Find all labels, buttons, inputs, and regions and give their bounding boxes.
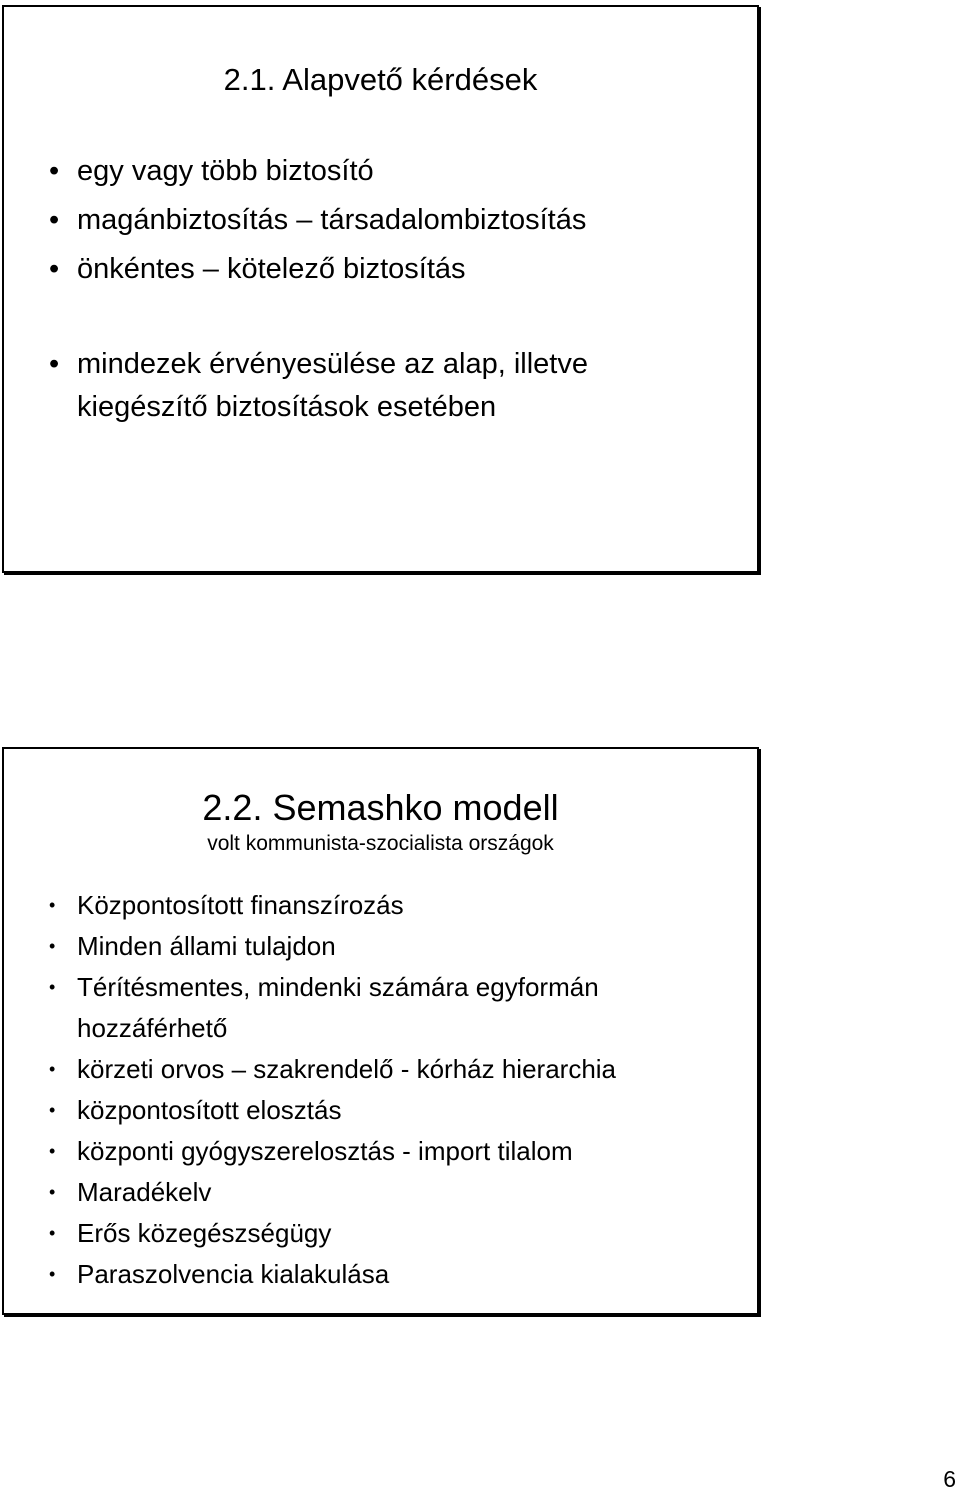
bullet-icon: • bbox=[49, 977, 56, 997]
list-item-text: Központosított finanszírozás bbox=[77, 890, 404, 920]
list-item bbox=[4, 196, 586, 245]
bullet-icon: • bbox=[49, 936, 56, 956]
list-item bbox=[4, 147, 586, 196]
list-item-text: önkéntes – kötelező biztosítás bbox=[77, 253, 466, 285]
list-item bbox=[4, 967, 616, 1008]
bullet-icon: • bbox=[49, 895, 56, 915]
bullet-icon: • bbox=[49, 1223, 56, 1243]
bullet-icon: • bbox=[49, 1100, 56, 1120]
list-item bbox=[4, 1254, 616, 1295]
list-item-text: központosított elosztás bbox=[77, 1095, 342, 1125]
bullet-icon: • bbox=[49, 1182, 56, 1202]
slide-semashko-modell bbox=[2, 747, 759, 1315]
list-item-text: Maradékelv bbox=[77, 1177, 212, 1207]
list-item-text: mindezek érvényesülése az alap, illetve bbox=[77, 348, 588, 380]
list-item-continuation bbox=[4, 386, 588, 429]
list-item-text: hozzáférhető bbox=[77, 1013, 228, 1043]
list-item bbox=[4, 1172, 616, 1213]
list-item-text: Erős közegészségügy bbox=[77, 1218, 332, 1248]
page-number: 6 bbox=[943, 1466, 956, 1492]
list-item bbox=[4, 885, 616, 926]
list-item-text: Minden állami tulajdon bbox=[77, 931, 336, 961]
bullet-list bbox=[4, 147, 586, 294]
list-item bbox=[4, 1131, 616, 1172]
list-item-text: egy vagy több biztosító bbox=[77, 155, 374, 187]
list-item-text: körzeti orvos – szakrendelő - kórház hierarchia bbox=[77, 1054, 617, 1084]
list-item-text: központi gyógyszerelosztás - import tilalom bbox=[77, 1136, 573, 1166]
list-item-text: Térítésmentes, mindenki számára egyformán bbox=[77, 972, 599, 1002]
list-item-text: Paraszolvencia kialakulása bbox=[77, 1259, 390, 1289]
bullet-list bbox=[4, 885, 616, 1295]
slide-title: 2.2. Semashko modell bbox=[202, 787, 559, 828]
bullet-icon: • bbox=[49, 204, 60, 236]
list-item bbox=[4, 1090, 616, 1131]
bullet-icon: • bbox=[49, 155, 60, 187]
slide-alapveto-kerdesek bbox=[2, 5, 759, 573]
list-item bbox=[4, 926, 616, 967]
list-item-text: magánbiztosítás – társadalombiztosítás bbox=[77, 204, 587, 236]
list-item bbox=[4, 245, 586, 294]
list-item bbox=[4, 1049, 616, 1090]
slide-subtitle: volt kommunista-szocialista országok bbox=[207, 832, 554, 855]
bullet-icon: • bbox=[49, 348, 60, 380]
list-item-continuation bbox=[4, 1008, 616, 1049]
bullet-icon: • bbox=[49, 1059, 56, 1079]
bullet-icon: • bbox=[49, 1264, 56, 1284]
bullet-list bbox=[4, 343, 588, 429]
bullet-icon: • bbox=[49, 1141, 56, 1161]
list-item bbox=[4, 1213, 616, 1254]
bullet-icon: • bbox=[49, 253, 60, 285]
list-item-text: kiegészítő biztosítások esetében bbox=[77, 391, 497, 423]
list-item bbox=[4, 343, 588, 386]
slide-title: 2.1. Alapvető kérdések bbox=[223, 62, 538, 97]
